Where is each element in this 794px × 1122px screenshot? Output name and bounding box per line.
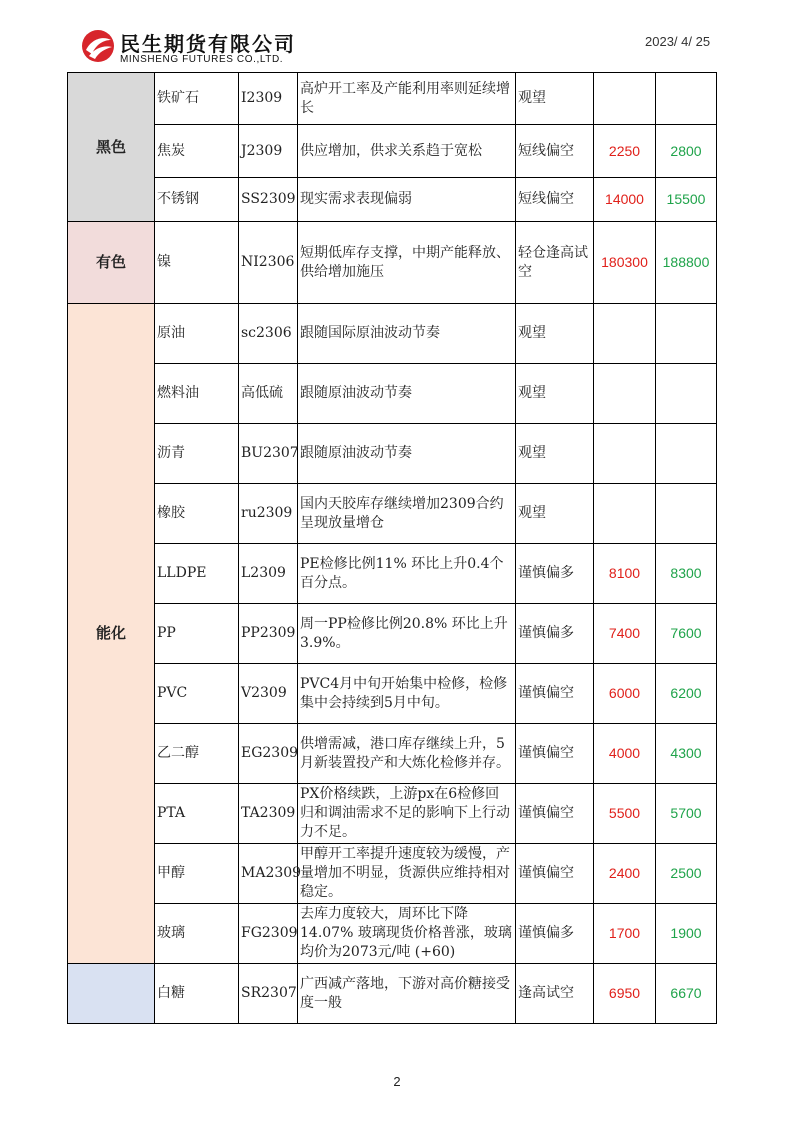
support-cell: 4000 — [594, 724, 656, 784]
contract-cell: L2309 — [239, 544, 298, 604]
variety-cell: 白糖 — [155, 964, 239, 1024]
support-cell: 2250 — [594, 125, 656, 178]
contract-cell: 高低硫 — [239, 364, 298, 424]
view-cell: 逢高试空 — [516, 964, 594, 1024]
support-cell: 5500 — [594, 784, 656, 844]
view-cell: 轻仓逢高试空 — [516, 222, 594, 304]
minsheng-logo-icon — [80, 28, 116, 64]
contract-cell: MA2309 — [239, 844, 298, 904]
sector-cell: 黑色 — [68, 73, 155, 222]
contract-cell: I2309 — [239, 73, 298, 125]
view-cell: 谨慎偏空 — [516, 724, 594, 784]
logic-cell: 去库力度较大，周环比下降14.07% 玻璃现货价格普涨，玻璃均价为2073元/吨 (+60) — [298, 904, 516, 964]
support-cell — [594, 73, 656, 125]
variety-cell: 橡胶 — [155, 484, 239, 544]
table-row — [68, 484, 717, 544]
view-cell: 短线偏空 — [516, 178, 594, 222]
support-cell — [594, 424, 656, 484]
variety-cell: 乙二醇 — [155, 724, 239, 784]
resistance-cell: 1900 — [656, 904, 717, 964]
table-row — [68, 73, 717, 125]
view-cell: 观望 — [516, 304, 594, 364]
logic-cell: 国内天胶库存继续增加2309合约呈现放量增仓 — [298, 484, 516, 544]
table-row — [68, 664, 717, 724]
view-cell: 观望 — [516, 73, 594, 125]
support-cell — [594, 304, 656, 364]
contract-cell: sc2306 — [239, 304, 298, 364]
logic-cell: 短期低库存支撑，中期产能释放、供给增加施压 — [298, 222, 516, 304]
resistance-cell — [656, 424, 717, 484]
strategy-table — [67, 72, 717, 1024]
view-cell: 谨慎偏空 — [516, 844, 594, 904]
support-cell — [594, 484, 656, 544]
resistance-cell: 2800 — [656, 125, 717, 178]
view-cell: 短线偏空 — [516, 125, 594, 178]
logic-cell: 供增需减，港口库存继续上升，5月新装置投产和大炼化检修并存。 — [298, 724, 516, 784]
view-cell: 谨慎偏空 — [516, 664, 594, 724]
view-cell: 观望 — [516, 364, 594, 424]
variety-cell: 不锈钢 — [155, 178, 239, 222]
logic-cell: 周一PP检修比例20.8% 环比上升3.9%。 — [298, 604, 516, 664]
contract-cell: FG2309 — [239, 904, 298, 964]
variety-cell: 原油 — [155, 304, 239, 364]
variety-cell: 甲醇 — [155, 844, 239, 904]
sector-cell: 能化 — [68, 304, 155, 964]
contract-cell: PP2309 — [239, 604, 298, 664]
company-name-cn: 民生期货有限公司 — [120, 32, 296, 56]
resistance-cell — [656, 484, 717, 544]
contract-cell: BU2307 — [239, 424, 298, 484]
view-cell: 谨慎偏多 — [516, 604, 594, 664]
resistance-cell — [656, 304, 717, 364]
contract-cell: EG2309 — [239, 724, 298, 784]
resistance-cell: 6200 — [656, 664, 717, 724]
table-row — [68, 424, 717, 484]
logic-cell: 跟随国际原油波动节奏 — [298, 304, 516, 364]
logic-cell: PX价格续跌，上游px在6检修回归和调油需求不足的影响下上行动力不足。 — [298, 784, 516, 844]
support-cell: 2400 — [594, 844, 656, 904]
resistance-cell — [656, 364, 717, 424]
sector-cell — [68, 964, 155, 1024]
resistance-cell: 5700 — [656, 784, 717, 844]
table-row — [68, 125, 717, 178]
logic-cell: PE检修比例11% 环比上升0.4个百分点。 — [298, 544, 516, 604]
table-row — [68, 304, 717, 364]
table-row — [68, 844, 717, 904]
page-header — [0, 0, 794, 72]
view-cell: 谨慎偏多 — [516, 544, 594, 604]
resistance-cell: 7600 — [656, 604, 717, 664]
contract-cell: J2309 — [239, 125, 298, 178]
page-number: 2 — [393, 1074, 401, 1089]
report-date: 2023/ 4/ 25 — [645, 34, 711, 49]
support-cell — [594, 364, 656, 424]
support-cell: 1700 — [594, 904, 656, 964]
logic-cell: 高炉开工率及产能利用率则延续增长 — [298, 73, 516, 125]
logic-cell: 广西减产落地，下游对高价糖接受度一般 — [298, 964, 516, 1024]
contract-cell: SR2307 — [239, 964, 298, 1024]
table-row — [68, 222, 717, 304]
view-cell: 谨慎偏多 — [516, 904, 594, 964]
table-row — [68, 904, 717, 964]
contract-cell: ru2309 — [239, 484, 298, 544]
resistance-cell: 8300 — [656, 544, 717, 604]
variety-cell: PTA — [155, 784, 239, 844]
table-row — [68, 544, 717, 604]
resistance-cell — [656, 73, 717, 125]
table-row — [68, 724, 717, 784]
table-row — [68, 364, 717, 424]
logic-cell: 供应增加，供求关系趋于宽松 — [298, 125, 516, 178]
resistance-cell: 4300 — [656, 724, 717, 784]
variety-cell: 玻璃 — [155, 904, 239, 964]
sector-cell: 有色 — [68, 222, 155, 304]
resistance-cell: 6670 — [656, 964, 717, 1024]
table-row — [68, 178, 717, 222]
support-cell: 180300 — [594, 222, 656, 304]
table-row — [68, 784, 717, 844]
variety-cell: PP — [155, 604, 239, 664]
variety-cell: 沥青 — [155, 424, 239, 484]
contract-cell: TA2309 — [239, 784, 298, 844]
logic-cell: 现实需求表现偏弱 — [298, 178, 516, 222]
view-cell: 观望 — [516, 424, 594, 484]
logic-cell: PVC4月中旬开始集中检修，检修集中会持续到5月中旬。 — [298, 664, 516, 724]
contract-cell: NI2306 — [239, 222, 298, 304]
contract-cell: V2309 — [239, 664, 298, 724]
support-cell: 7400 — [594, 604, 656, 664]
variety-cell: 焦炭 — [155, 125, 239, 178]
variety-cell: 镍 — [155, 222, 239, 304]
resistance-cell: 188800 — [656, 222, 717, 304]
variety-cell: LLDPE — [155, 544, 239, 604]
logic-cell: 跟随原油波动节奏 — [298, 424, 516, 484]
variety-cell: 燃料油 — [155, 364, 239, 424]
support-cell: 6950 — [594, 964, 656, 1024]
support-cell: 8100 — [594, 544, 656, 604]
variety-cell: PVC — [155, 664, 239, 724]
logic-cell: 甲醇开工率提升速度较为缓慢，产量增加不明显，货源供应维持相对稳定。 — [298, 844, 516, 904]
table-row — [68, 964, 717, 1024]
resistance-cell: 2500 — [656, 844, 717, 904]
view-cell: 谨慎偏空 — [516, 784, 594, 844]
support-cell: 14000 — [594, 178, 656, 222]
support-cell: 6000 — [594, 664, 656, 724]
view-cell: 观望 — [516, 484, 594, 544]
logic-cell: 跟随原油波动节奏 — [298, 364, 516, 424]
company-name-en: MINSHENG FUTURES CO.,LTD. — [120, 54, 284, 65]
variety-cell: 铁矿石 — [155, 73, 239, 125]
contract-cell: SS2309 — [239, 178, 298, 222]
resistance-cell: 15500 — [656, 178, 717, 222]
table-row — [68, 604, 717, 664]
